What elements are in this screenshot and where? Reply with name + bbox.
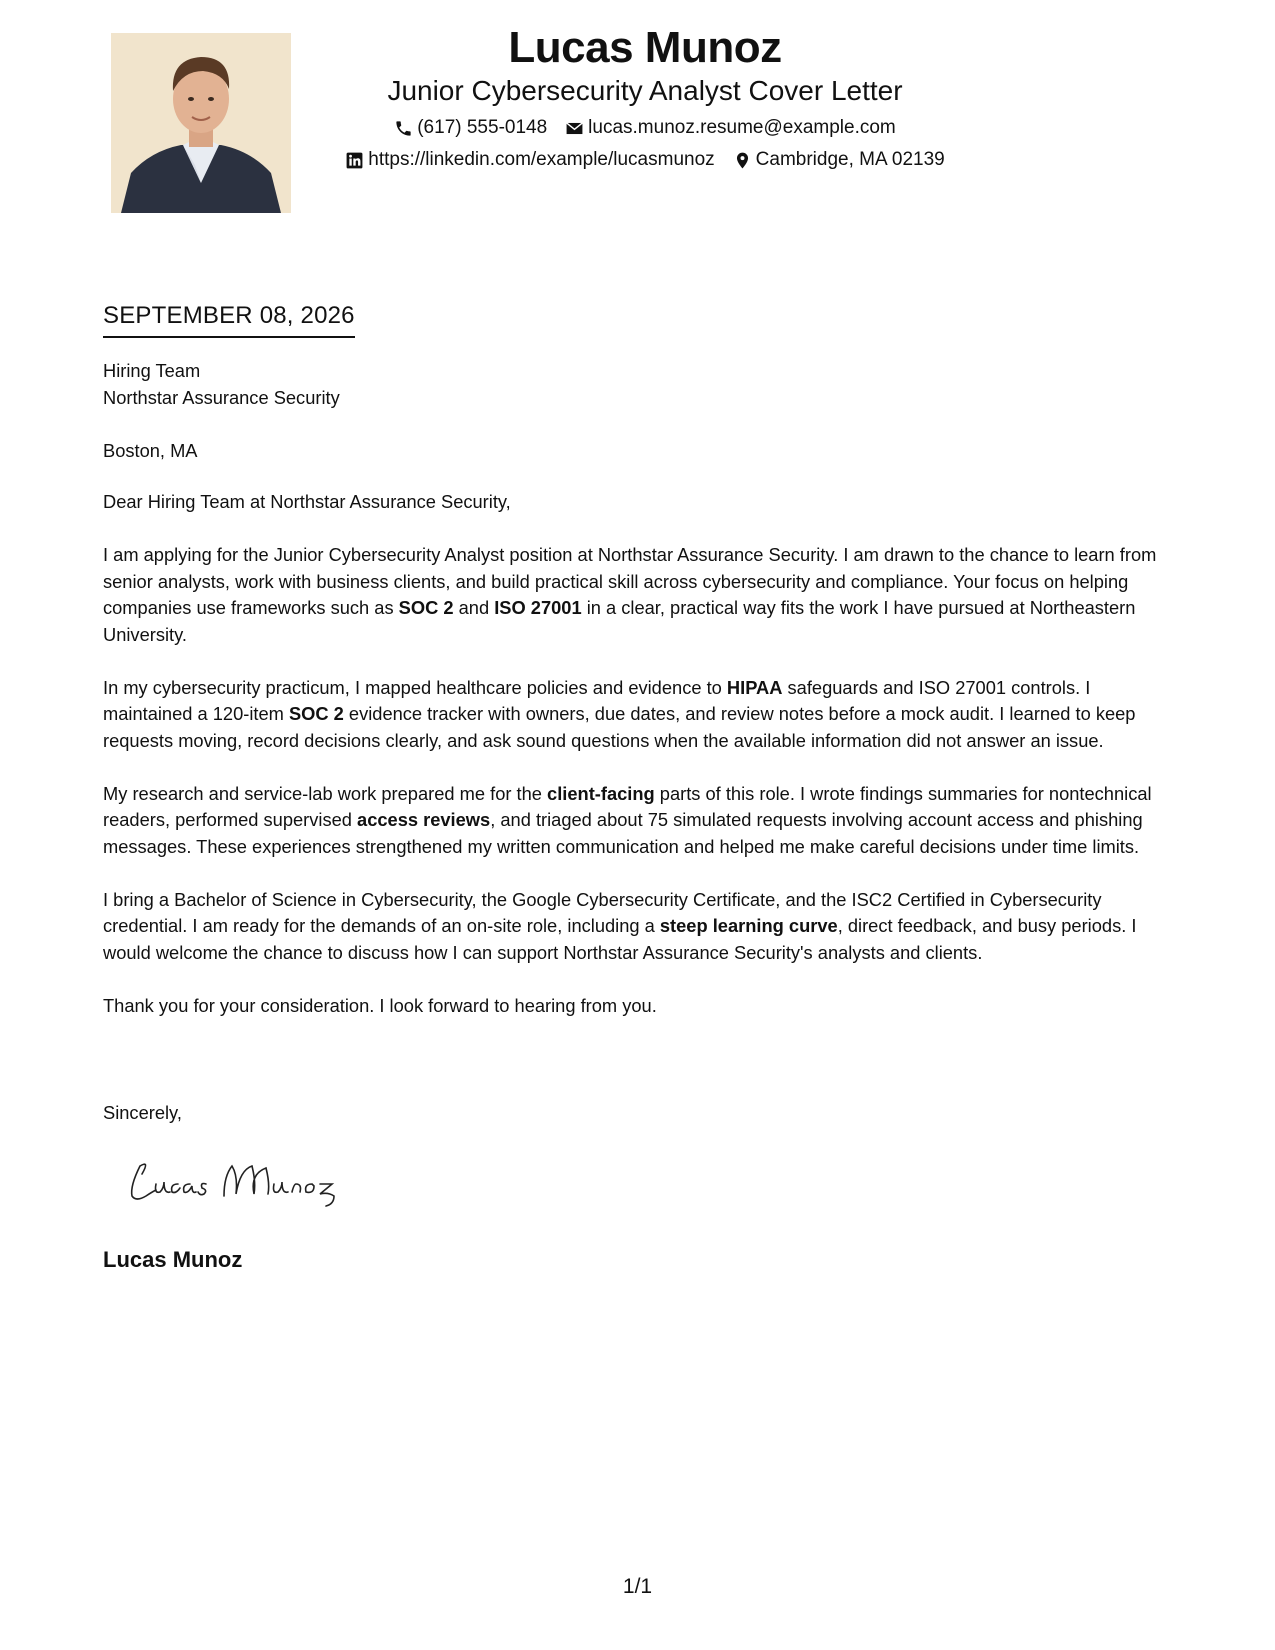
paragraph-1: I am applying for the Junior Cybersecurity Analyst position at Northstar Assurance Security. I am drawn to the chance to learn from senior analysts, work with business clients, and build practical skill across cybersecurity and compliance. Your focus on helping companies use frameworks such as SOC 2 and ISO 27001 in a clear, practical way fits the work I have pursued at Northeastern University. [103, 544, 1157, 645]
linkedin-url: https://linkedin.com/example/lucasmunoz [368, 149, 715, 170]
letter-body [103, 358, 1178, 1046]
salutation: Dear Hiring Team at Northstar Assurance Security, [103, 491, 511, 512]
paragraph-4: I bring a Bachelor of Science in Cybersecurity, the Google Cybersecurity Certificate, and the ISC2 Certified in Cybersecurity credential. I am ready for the demands of an on-site role, including a steep learning curve, direct feedback, and busy periods. I would welcome the chance to discuss how I can support Northstar Assurance Security's analysts and clients. [103, 888, 1137, 963]
phone-number: (617) 555-0148 [417, 117, 548, 138]
letter-date: SEPTEMBER 08, 2026 [103, 298, 355, 338]
map-pin-icon [733, 151, 752, 170]
location-text: Cambridge, MA 02139 [755, 149, 945, 170]
phone-contact[interactable] [394, 112, 547, 144]
paragraph-3: My research and service-lab work prepared me for the client-facing parts of this role. I wrote findings summaries for nontechnical readers, performed supervised access reviews, and triaged about 75 simulated requests involving account access and phishing messages. These experiences strengthened my written communication and helped me make careful decisions under time limits. [103, 782, 1152, 857]
linkedin-icon [345, 151, 364, 170]
signer-name: Lucas Munoz [103, 1247, 243, 1272]
email-address: lucas.munoz.resume@example.com [588, 117, 896, 138]
letter-header [0, 0, 1275, 230]
recipient-company: Northstar Assurance Security [103, 386, 340, 408]
phone-icon [394, 119, 413, 138]
recipient-line: Hiring Team [103, 360, 201, 381]
paragraph-5: Thank you for your consideration. I look forward to hearing from you. [103, 994, 657, 1016]
profile-photo [111, 33, 291, 213]
recipient-location: Boston, MA [103, 439, 198, 461]
recipient-block [103, 358, 1178, 464]
contact-row-2 [315, 144, 975, 176]
paragraph-2: In my cybersecurity practicum, I mapped healthcare policies and evidence to HIPAA safeguards and ISO 27001 controls. I maintained a 120-item SOC 2 evidence tracker with owners, due dates, and review notes before a mock audit. I learned to keep requests moving, record decisions clearly, and ask sound questions when the available information did not answer an issue. [103, 676, 1136, 751]
contact-row-1 [315, 112, 975, 144]
handwritten-signature [120, 1146, 360, 1216]
envelope-icon [565, 119, 584, 138]
linkedin-contact[interactable] [345, 144, 714, 176]
email-contact[interactable] [565, 112, 896, 144]
signoff: Sincerely, [103, 1102, 182, 1123]
document-title: Junior Cybersecurity Analyst Cover Letter [387, 75, 903, 106]
header-info [315, 22, 975, 176]
applicant-name: Lucas Munoz [508, 23, 782, 72]
location-contact [733, 144, 945, 176]
page-number: 1/1 [622, 1575, 653, 1598]
